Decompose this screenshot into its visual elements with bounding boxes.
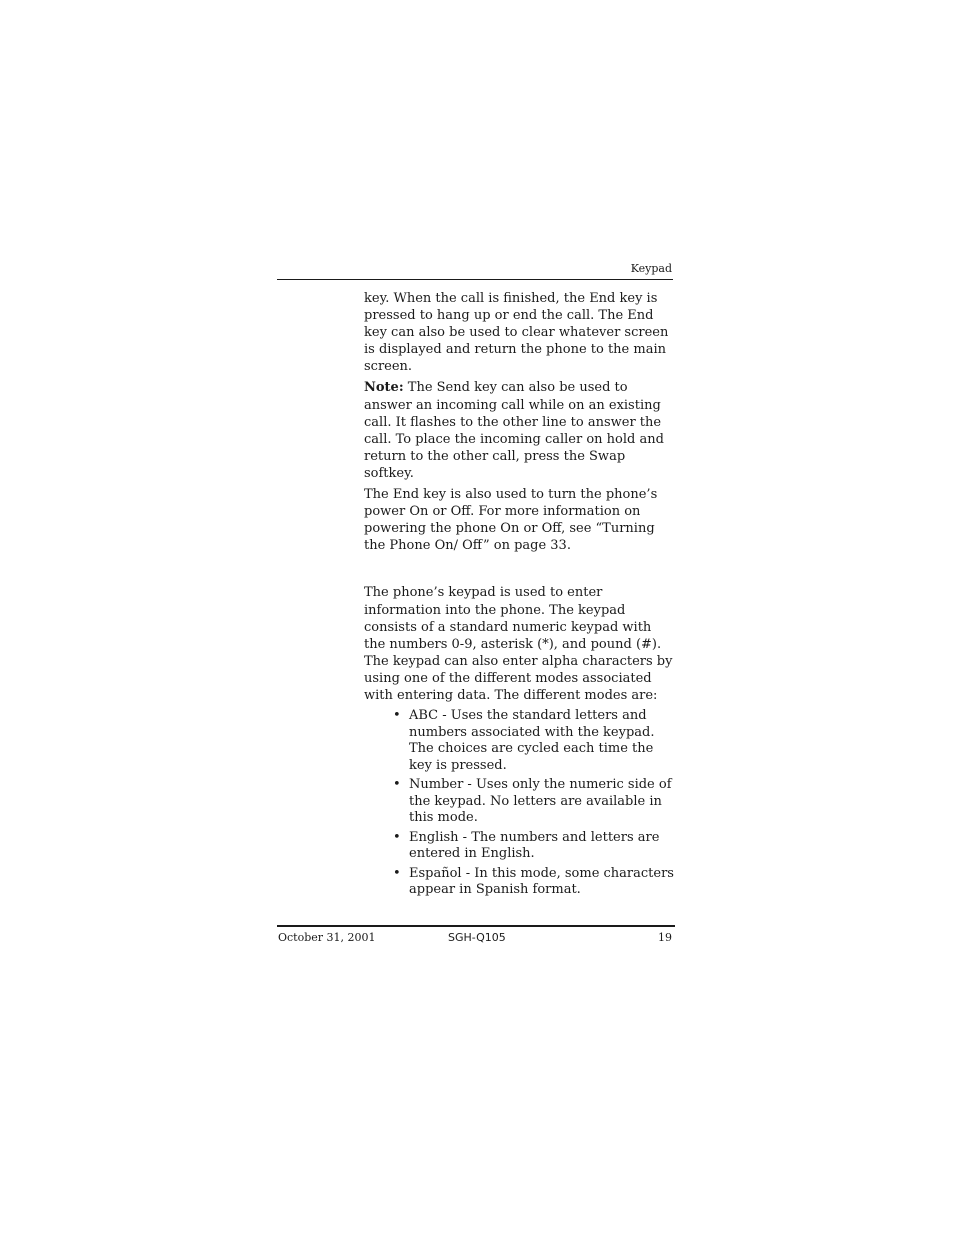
list-item — [364, 708, 676, 774]
bullet-icon: • — [393, 777, 401, 793]
note-label: Note: — [364, 380, 404, 396]
mode-number: Number - Uses only the numeric side of the keypad. No letters are available in this mode. — [409, 777, 672, 826]
mode-list — [364, 708, 676, 899]
mode-abc: ABC - Uses the standard letters and numbers associated with the keypad. The choices are cycled each time the key is pressed. — [409, 708, 655, 773]
note-text: The Send key can also be used to answer an incoming call while on an existing call. It flashes to the other line to answer the call. To place the incoming caller on hold and return to the other call, press the Swap softkey. — [364, 380, 664, 481]
mode-english: English - The numbers and letters are entered in English. — [409, 829, 660, 862]
mode-espanol: Español - In this mode, some characters appear in Spanish format. — [409, 865, 674, 898]
list-item — [364, 830, 676, 863]
footer-rule — [277, 925, 675, 927]
bullet-icon: • — [393, 865, 401, 881]
bullet-icon: • — [393, 708, 401, 724]
running-header: Keypad — [630, 262, 672, 275]
footer-date: October 31, 2001 — [278, 931, 376, 944]
main-content — [364, 290, 676, 902]
bullet-icon: • — [393, 829, 401, 845]
paragraph-keypad: The phone’s keypad is used to enter information into the phone. The keypad consists of a standard numeric keypad with the numbers 0-9, asterisk (*), and pound (#). The keypad can also enter alpha characters by using one of the different modes associated with entering data. The different modes are: — [364, 585, 673, 703]
footer-model: SGH-Q105 — [448, 931, 506, 944]
header-rule — [277, 279, 673, 280]
list-item — [364, 777, 676, 827]
note-paragraph — [364, 379, 676, 482]
paragraph-end-key: key. When the call is finished, the End key is pressed to hang up or end the call. The End key can also be used to clear whatever screen is displayed and return the phone to the main screen. — [364, 291, 669, 375]
list-item — [364, 866, 676, 899]
page-number: 19 — [658, 931, 672, 944]
paragraph-power: The End key is also used to turn the phone’s power On or Off. For more information on powering the phone On or Off, see “Turning the Phone On/ Off” on page 33. — [364, 487, 658, 554]
